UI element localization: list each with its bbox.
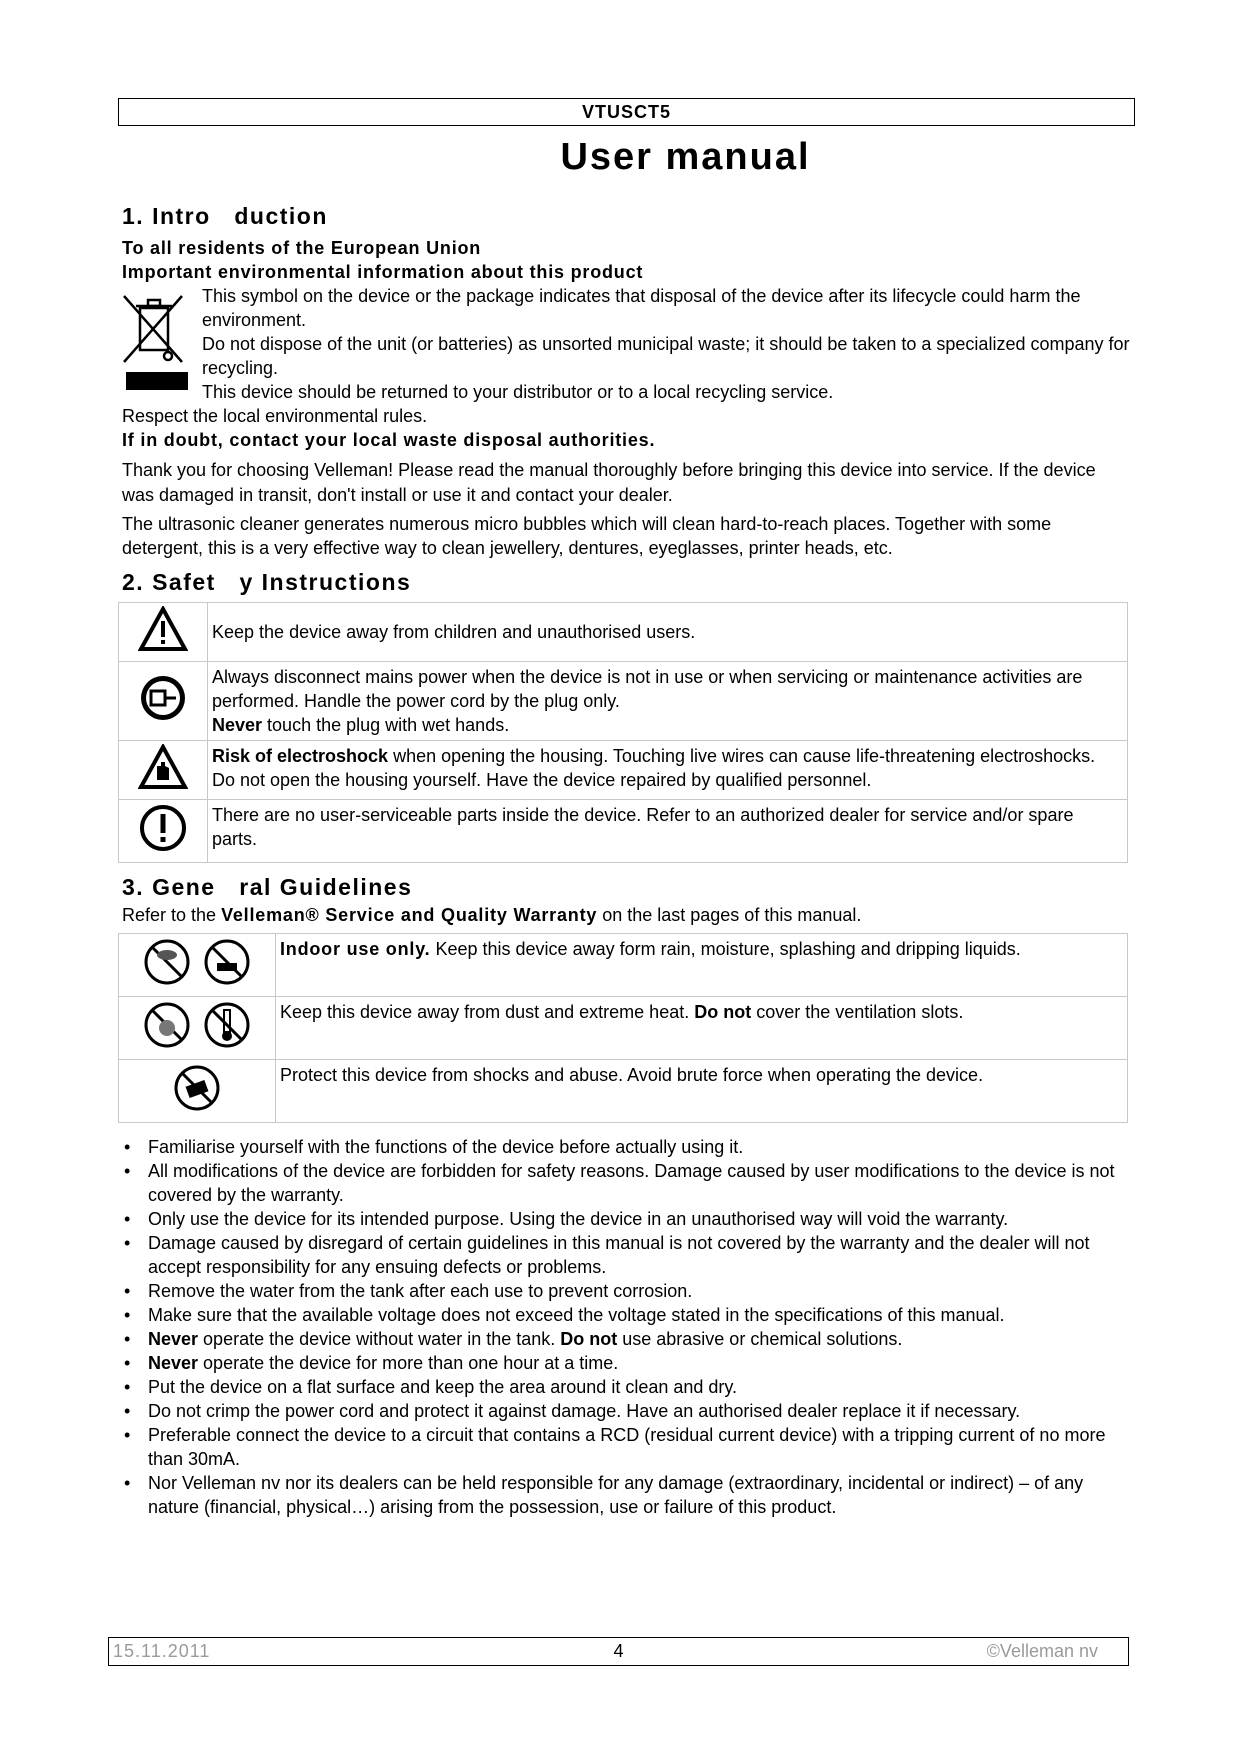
crossed-bin-icon bbox=[120, 290, 186, 366]
exclamation-circle-icon bbox=[138, 803, 188, 853]
guidelines-table bbox=[118, 933, 1128, 1123]
respect-rules-text: Respect the local environmental rules. bbox=[122, 406, 428, 426]
list-item: • Put the device on a flat surface and keep the area around it clean and dry. bbox=[148, 1375, 1132, 1399]
section-safety-heading: 2. Safet y Instructions bbox=[122, 569, 412, 595]
wet-hands-text: touch the plug with wet hands. bbox=[262, 715, 510, 735]
indoor-tail: Keep this device away form rain, moisture, splashing and dripping liquids. bbox=[430, 939, 1021, 959]
table-row bbox=[119, 800, 1128, 863]
safety-text-children: Keep the device away from children and unauthorised users. bbox=[208, 603, 1128, 662]
do-not-label: Do not bbox=[694, 1002, 752, 1022]
list-item bbox=[148, 1351, 1132, 1375]
list-item: • Familiarise yourself with the functions of the device before actually using it. bbox=[148, 1135, 1132, 1159]
never-mid: operate the device without water in the tank. bbox=[198, 1329, 561, 1349]
electroshock-hand-icon bbox=[138, 744, 188, 790]
no-shock-icon bbox=[169, 1063, 225, 1113]
doubt-contact-text: If in doubt, contact your local waste disposal authorities. bbox=[122, 430, 656, 450]
no-dust-no-heat-icon bbox=[137, 1000, 257, 1050]
table-row bbox=[119, 603, 1128, 662]
shock-abuse-text: Protect this device from shocks and abuse. Avoid brute force when operating the device. bbox=[276, 1060, 1128, 1123]
list-item: • Do not crimp the power cord and protect it against damage. Have an authorised dealer replace it if necessary. bbox=[148, 1399, 1132, 1423]
eu-residents-line: To all residents of the European Union bbox=[122, 238, 482, 258]
list-item: • Remove the water from the tank after each use to prevent corrosion. bbox=[148, 1279, 1132, 1303]
icon-cell bbox=[119, 934, 276, 997]
thank-you-text: Thank you for choosing Velleman! Please read the manual thoroughly before bringing this device into service. If the device was damaged in transit, don't install or use it and contact your dealer. bbox=[122, 460, 1096, 505]
list-item: • Nor Velleman nv nor its dealers can be held responsible for any damage (extraordinary, incidental or indirect) – of any nature (financial, physical…) arising from the possession, use or failure of this product. bbox=[148, 1471, 1132, 1519]
never-label: Never bbox=[148, 1329, 199, 1349]
table-row bbox=[119, 1060, 1128, 1123]
unplug-icon bbox=[138, 673, 188, 723]
dust-pre: Keep this device away from dust and extreme heat. bbox=[280, 1002, 695, 1022]
refer-post: on the last pages of this manual. bbox=[597, 905, 862, 925]
guidelines-list bbox=[122, 1135, 1132, 1519]
warranty-name: Velleman® Service and Quality Warranty bbox=[221, 905, 598, 925]
footer-date: 15.11.2011 bbox=[113, 1641, 211, 1661]
warning-triangle-icon bbox=[138, 606, 188, 652]
content bbox=[122, 204, 1132, 1519]
safety-table bbox=[118, 602, 1128, 863]
indoor-use-text bbox=[276, 934, 1128, 997]
model-header: VTUSCT5 bbox=[118, 98, 1135, 126]
weee-block bbox=[122, 284, 1132, 404]
never2-tail: operate the device for more than one hour at a time. bbox=[198, 1353, 619, 1373]
weee-text-3: This device should be returned to your distributor or to a local recycling service. bbox=[202, 382, 834, 402]
dust-heat-text bbox=[276, 997, 1128, 1060]
no-rain-no-splash-icon bbox=[137, 937, 257, 987]
refer-pre: Refer to the bbox=[122, 905, 222, 925]
electroshock-label: Risk of electroshock bbox=[212, 746, 389, 766]
table-row bbox=[119, 997, 1128, 1060]
list-item: • All modifications of the device are forbidden for safety reasons. Damage caused by user modifications to the device is not covered by the warranty. bbox=[148, 1159, 1132, 1207]
warranty-reference bbox=[122, 903, 1132, 927]
safety-text-parts: There are no user-serviceable parts inside the device. Refer to an authorized dealer for service and/or spare parts. bbox=[208, 800, 1128, 863]
ultrasonic-description: The ultrasonic cleaner generates numerous micro bubbles which will clean hard-to-reach places. Together with some detergent, this is a very effective way to clean jewellery, dentures, eyeglasses, printer heads, etc. bbox=[122, 514, 1052, 558]
page-number: 4 bbox=[613, 1641, 624, 1661]
table-row bbox=[119, 662, 1128, 741]
icon-cell bbox=[119, 741, 208, 800]
weee-bar bbox=[126, 372, 188, 390]
icon-cell bbox=[119, 800, 208, 863]
list-item bbox=[148, 1327, 1132, 1351]
safety-text-mains bbox=[208, 662, 1128, 741]
environmental-info-line: Important environmental information about this product bbox=[122, 262, 644, 282]
table-row bbox=[119, 934, 1128, 997]
never-tail: use abrasive or chemical solutions. bbox=[617, 1329, 903, 1349]
section-guidelines-heading: 3. Gene ral Guidelines bbox=[122, 874, 413, 900]
page-footer bbox=[108, 1637, 1129, 1666]
electroshock-text: when opening the housing. Touching live wires can cause life-threatening electroshocks. Do not open the housing yourself. Have the device repaired by qualified personnel. bbox=[212, 746, 1096, 790]
icon-cell bbox=[119, 603, 208, 662]
dust-tail: cover the ventilation slots. bbox=[751, 1002, 964, 1022]
list-item: • Damage caused by disregard of certain guidelines in this manual is not covered by the warranty and the dealer will not accept responsibility for any ensuing defects or problems. bbox=[148, 1231, 1132, 1279]
never-label: Never bbox=[148, 1353, 199, 1373]
list-item: • Only use the device for its intended purpose. Using the device in an unauthorised way will void the warranty. bbox=[148, 1207, 1132, 1231]
list-item: • Preferable connect the device to a circuit that contains a RCD (residual current device) with a tripping current of no more than 30mA. bbox=[148, 1423, 1132, 1471]
icon-cell bbox=[119, 997, 276, 1060]
weee-text-1: This symbol on the device or the package indicates that disposal of the device after its lifecycle could harm the environment. bbox=[202, 286, 1081, 330]
footer-copyright: ©Velleman nv bbox=[986, 1641, 1098, 1661]
icon-cell bbox=[119, 1060, 276, 1123]
icon-cell bbox=[119, 662, 208, 741]
section-intro-heading: 1. Intro duction bbox=[122, 203, 328, 229]
table-row bbox=[119, 741, 1128, 800]
do-not-label: Do not bbox=[560, 1329, 618, 1349]
mains-text: Always disconnect mains power when the device is not in use or when servicing or maintenance activities are performed. Handle the power cord by the plug only. bbox=[212, 667, 1083, 711]
indoor-label: Indoor use only. bbox=[280, 939, 431, 959]
page-title: User manual bbox=[560, 136, 811, 178]
weee-text-2: Do not dispose of the unit (or batteries) as unsorted municipal waste; it should be taken to a specialized company for recycling. bbox=[202, 334, 1130, 378]
never-label: Never bbox=[212, 715, 263, 735]
safety-text-electroshock bbox=[208, 741, 1128, 800]
list-item: • Make sure that the available voltage does not exceed the voltage stated in the specifications of this manual. bbox=[148, 1303, 1132, 1327]
